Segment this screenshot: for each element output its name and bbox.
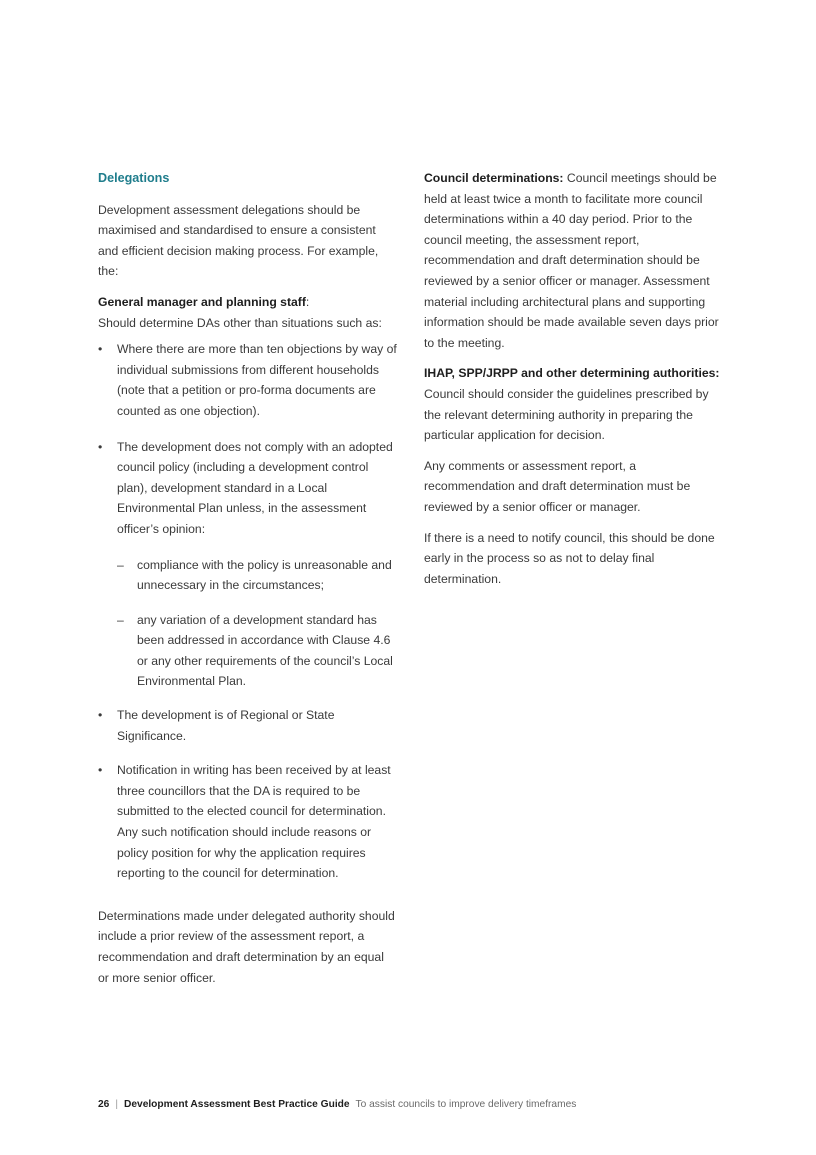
list-item	[98, 705, 398, 746]
delegations-closing: Determinations made under delegated authority should include a prior review of the assessment report, a recommendation and draft determination by an equal or more senior officer.	[98, 908, 395, 985]
sub-list-item-text: compliance with the policy is unreasonable and unnecessary in the circumstances;	[137, 557, 392, 593]
ihap-label: IHAP, SPP/JRPP and other determining authorities:	[424, 366, 720, 381]
sub-list-item	[117, 610, 398, 692]
sub-list-item-text: any variation of a development standard has been addressed in accordance with Clause 4.6 or any other requirements of the council’s Local Environmental Plan.	[137, 612, 393, 689]
dash-marker: –	[117, 557, 124, 572]
dash-marker: –	[117, 612, 124, 627]
council-determinations-text: Council meetings should be held at least twice a month to facilitate more council determinations within a 40 day period. Prior to the council meeting, the assessment report, recommendation and draft determination should be reviewed by a senior officer or manager. Assessment material including architectural plans and supporting information should be made available seven days prior to the meeting.	[424, 171, 719, 350]
delegations-heading: Delegations	[98, 171, 170, 185]
gm-paragraph	[98, 292, 398, 333]
list-item-text: Notification in writing has been received by at least three councillors that the DA is required to be submitted to the elected council for determination. Any such notification should include reasons or policy position for why the application requires reporting to the council for determination.	[117, 763, 391, 881]
council-determinations-label: Council determinations:	[424, 171, 564, 185]
list-item	[98, 437, 398, 693]
list-item-text: Where there are more than ten objections by way of individual submissions from different households (note that a petition or pro-forma documents are counted as one objection).	[117, 342, 397, 418]
delegations-intro: Development assessment delegations should be maximised and standardised to ensure a consistent and efficient decision making process. For example, the:	[98, 202, 379, 279]
bullet-marker: •	[98, 342, 103, 357]
page-footer	[98, 1099, 576, 1110]
list-item	[98, 339, 398, 421]
footer-title: Development Assessment Best Practice Guide	[124, 1099, 350, 1110]
list-item-text: The development does not comply with an adopted council policy (including a development control plan), development standard in a Local Environmental Plan unless, in the assessment officer’s opinion:	[117, 439, 393, 536]
list-item-text: The development is of Regional or State Significance.	[117, 708, 335, 743]
footer-subtitle: To assist councils to improve delivery timeframes	[355, 1099, 577, 1110]
footer-separator: |	[115, 1099, 118, 1110]
gm-colon: :	[305, 294, 310, 309]
sub-list	[117, 555, 398, 693]
sub-list-item	[117, 555, 398, 596]
ihap-paragraph	[424, 363, 724, 445]
situations-list	[98, 339, 398, 884]
notify-paragraph: If there is a need to notify council, this should be done early in the process so as not to delay final determination.	[424, 530, 715, 586]
bullet-marker: •	[98, 763, 103, 778]
council-determinations-paragraph	[424, 168, 724, 353]
bullet-marker: •	[98, 708, 103, 723]
left-column	[98, 168, 398, 988]
bullet-marker: •	[98, 439, 103, 454]
right-column	[424, 168, 724, 589]
gm-text: Should determine DAs other than situations such as:	[98, 315, 382, 330]
gm-label: General manager and planning staff	[98, 294, 306, 309]
ihap-text: Council should consider the guidelines prescribed by the relevant determining authority in preparing the particular application for decision.	[424, 386, 709, 443]
page-number: 26	[98, 1099, 110, 1110]
list-item	[98, 760, 398, 884]
comments-paragraph: Any comments or assessment report, a recommendation and draft determination must be reviewed by a senior officer or manager.	[424, 458, 691, 514]
